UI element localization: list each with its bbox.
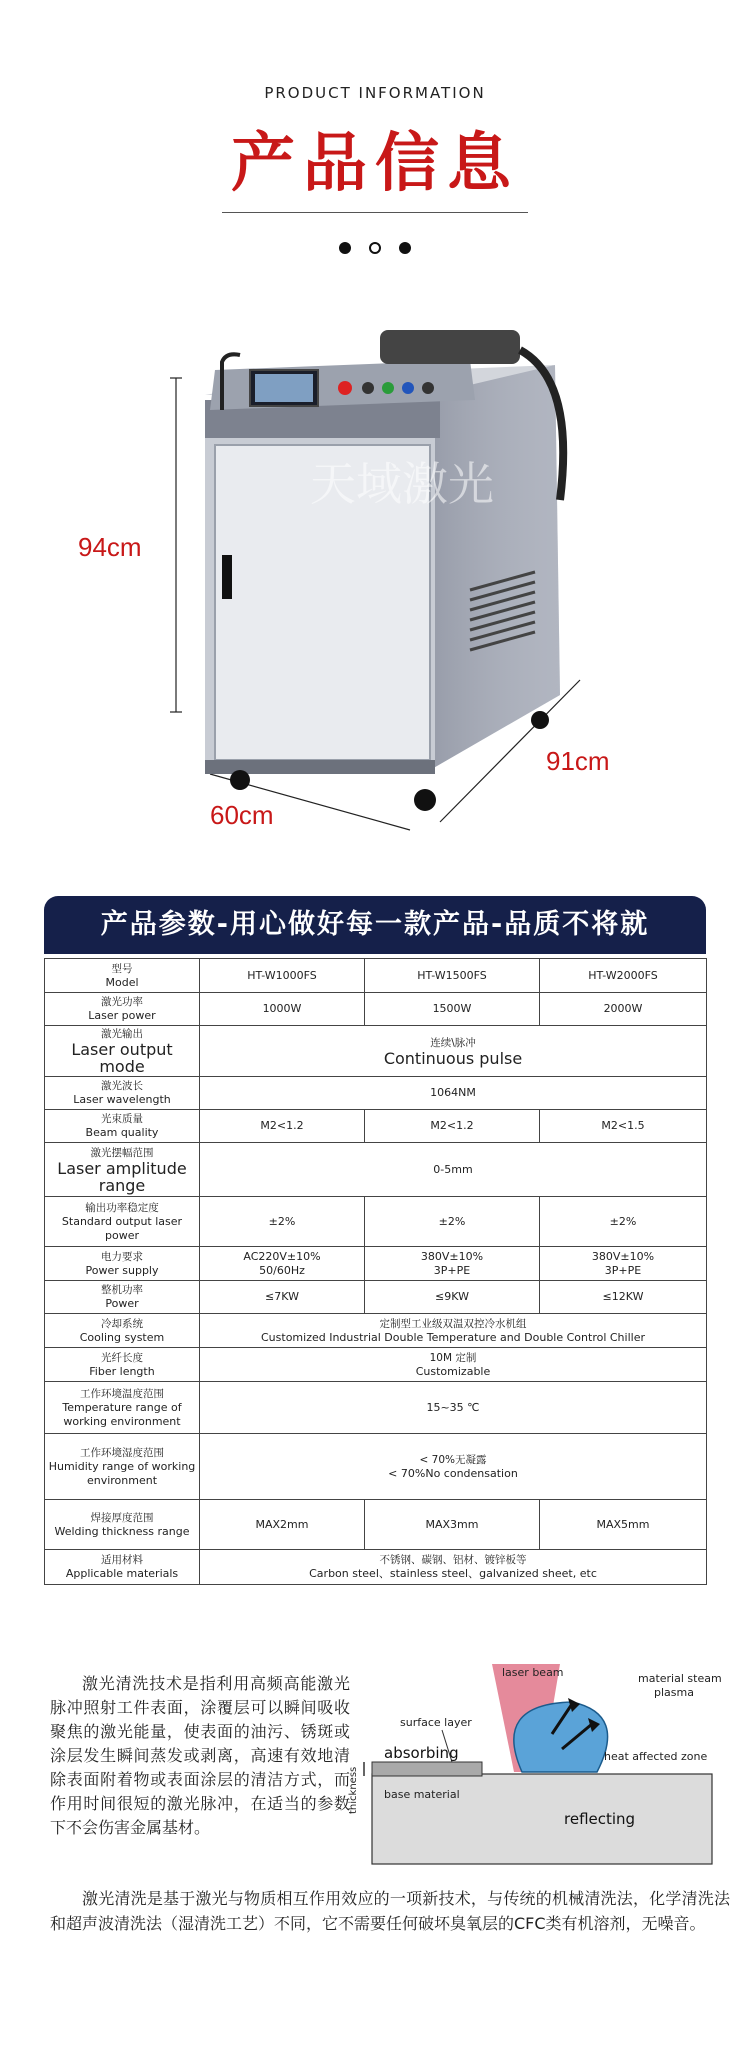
cell: 10M 定制 Customizable: [200, 1348, 707, 1382]
row-label: 激光功率 Laser power: [45, 993, 200, 1026]
diagram-label-reflecting: reflecting: [564, 1810, 636, 1828]
table-row: [45, 1434, 707, 1500]
row-label: 焊接厚度范围 Welding thickness range: [45, 1500, 200, 1550]
cell: ≤9KW: [365, 1281, 540, 1314]
header: [0, 0, 750, 290]
cell: 连续\脉冲 Continuous pulse: [200, 1026, 707, 1077]
cell: ≤7KW: [200, 1281, 365, 1314]
row-label: 冷却系统 Cooling system: [45, 1314, 200, 1348]
cell: ±2%: [365, 1197, 540, 1247]
table-row: [45, 1197, 707, 1247]
title-divider: [222, 212, 528, 213]
diagram-label-absorbing: absorbing: [384, 1744, 459, 1762]
cell: MAX3mm: [365, 1500, 540, 1550]
table-row: [45, 1143, 707, 1197]
subtitle: PRODUCT INFORMATION: [264, 84, 486, 102]
row-label: 激光输出 Laser output mode: [45, 1026, 200, 1077]
cell: MAX2mm: [200, 1500, 365, 1550]
cell: MAX5mm: [540, 1500, 707, 1550]
depth-dimension: 91cm: [546, 746, 610, 776]
laser-cleaning-diagram: [342, 1664, 734, 1874]
table-row: [45, 1110, 707, 1143]
cell: ±2%: [540, 1197, 707, 1247]
dot-filled: [339, 242, 351, 254]
diagram-label-base-material: base material: [384, 1788, 460, 1801]
machine-illustration: [0, 300, 750, 860]
dot-indicator: [0, 242, 750, 254]
table-row: [45, 1026, 707, 1077]
page-title: 产品信息: [231, 126, 519, 201]
params-table: [44, 958, 707, 1585]
table-row: [45, 959, 707, 993]
row-label: 整机功率 Power: [45, 1281, 200, 1314]
cell: 1000W: [200, 993, 365, 1026]
machine-image: [0, 300, 750, 860]
diagram-label-thickness: thickness: [348, 1766, 359, 1814]
cell: 不锈钢、碳钢、铝材、镀锌板等 Carbon steel、stainless steel、galvanized sheet, etc: [200, 1550, 707, 1585]
cell: < 70%无凝露 < 70%No condensation: [200, 1434, 707, 1500]
cell: 15~35 ℃: [200, 1382, 707, 1434]
cell: AC220V±10% 50/60Hz: [200, 1247, 365, 1281]
cell: HT-W1000FS: [200, 959, 365, 993]
description-paragraph-1: 激光清洗技术是指利用高频高能激光脉冲照射工件表面，涂覆层可以瞬间吸收聚焦的激光能量，使表面的油污、锈斑或涂层发生瞬间蒸发或剥离，高速有效地清除表面附着物或表面涂层的清洁方式，而作用时间很短的激光脉冲，在适当的参数下不会伤害金属基材。: [50, 1674, 350, 1837]
cell: ±2%: [200, 1197, 365, 1247]
row-label: 光纤长度 Fiber length: [45, 1348, 200, 1382]
diagram-label-heat-zone: heat affected zone: [604, 1750, 708, 1763]
diagram-label-plasma: plasma: [654, 1686, 694, 1699]
table-row: [45, 1382, 707, 1434]
table-row: [45, 993, 707, 1026]
row-label: 激光波长 Laser wavelength: [45, 1077, 200, 1110]
table-row: [45, 1247, 707, 1281]
diagram-svg: [342, 1664, 734, 1874]
table-row: [45, 1500, 707, 1550]
cell: 0-5mm: [200, 1143, 707, 1197]
diagram-label-steam: material steam: [638, 1672, 722, 1685]
cell: 1500W: [365, 993, 540, 1026]
row-label: 工作环境温度范围 Temperature range of working environment: [45, 1382, 200, 1434]
cell: HT-W1500FS: [365, 959, 540, 993]
watermark-text: 天域激光: [310, 457, 494, 511]
cell: 380V±10% 3P+PE: [540, 1247, 707, 1281]
row-label: 型号 Model: [45, 959, 200, 993]
cell: 定制型工业级双温双控冷水机组 Customized Industrial Double Temperature and Double Control Chiller: [200, 1314, 707, 1348]
dot-filled: [399, 242, 411, 254]
cell: 380V±10% 3P+PE: [365, 1247, 540, 1281]
row-label: 输出功率稳定度 Standard output laser power: [45, 1197, 200, 1247]
diagram-label-laser-beam: laser beam: [502, 1666, 564, 1679]
cell: M2<1.5: [540, 1110, 707, 1143]
cell: HT-W2000FS: [540, 959, 707, 993]
dot-hollow: [369, 242, 381, 254]
table-row: [45, 1314, 707, 1348]
row-label: 适用材料 Applicable materials: [45, 1550, 200, 1585]
row-label: 电力要求 Power supply: [45, 1247, 200, 1281]
height-dimension: 94cm: [78, 532, 142, 562]
diagram-label-surface-layer: surface layer: [400, 1716, 472, 1729]
table-row: [45, 1550, 707, 1585]
row-label: 工作环境湿度范围 Humidity range of working environment: [45, 1434, 200, 1500]
table-row: [45, 1281, 707, 1314]
cell: 2000W: [540, 993, 707, 1026]
cell: M2<1.2: [365, 1110, 540, 1143]
width-dimension: 60cm: [210, 800, 274, 830]
row-label: 光束质量 Beam quality: [45, 1110, 200, 1143]
cell: M2<1.2: [200, 1110, 365, 1143]
params-banner: 产品参数-用心做好每一款产品-品质不将就: [44, 896, 706, 954]
cell: ≤12KW: [540, 1281, 707, 1314]
cell: 1064NM: [200, 1077, 707, 1110]
row-label: 激光摆幅范围 Laser amplitude range: [45, 1143, 200, 1197]
table-row: [45, 1348, 707, 1382]
table-row: [45, 1077, 707, 1110]
description-paragraph-2: 激光清洗是基于激光与物质相互作用效应的一项新技术，与传统的机械清洗法，化学清洗法和超声波清洗法（湿清洗工艺）不同，它不需要任何破坏臭氧层的CFC类有机溶剂，无噪音。: [50, 1889, 730, 1933]
